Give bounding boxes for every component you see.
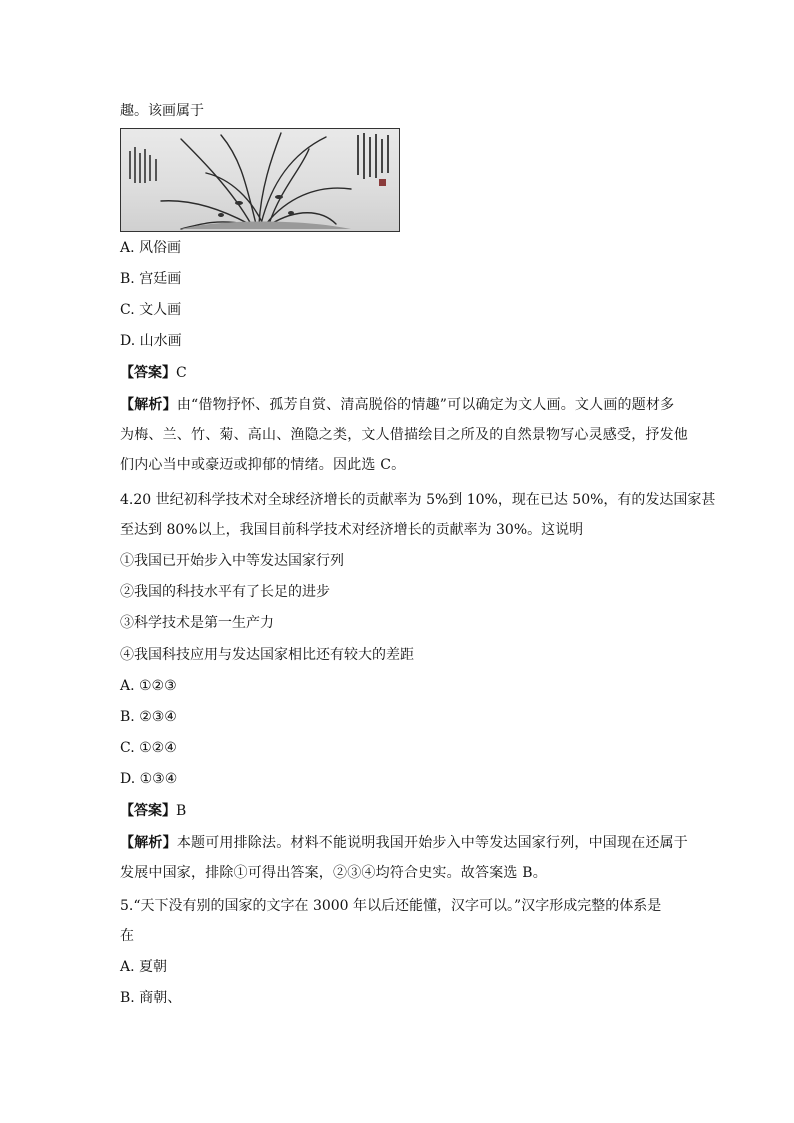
- inscription-left: [129, 147, 157, 183]
- q4-option-c: C. ①②④: [120, 740, 177, 756]
- q5-option-a: A. 夏朝: [120, 959, 168, 975]
- q4-answer: [120, 801, 186, 821]
- q3-analysis-line-2: 为梅、兰、竹、菊、高山、渔隐之类，文人借描绘目之所及的自然景物写心灵感受，抒发他: [120, 427, 688, 443]
- q4-analysis-text-1: 本题可用排除法。材料不能说明我国开始步入中等发达国家行列，中国现在还属于: [176, 835, 689, 851]
- q4-option-b: B. ②③④: [120, 709, 177, 725]
- q5-stem-line-2: 在: [120, 928, 134, 944]
- q3-analysis-line-3: 们内心当中或豪迈或抑郁的情绪。因此选 C。: [120, 457, 406, 473]
- q3-analysis-line-1: [120, 395, 674, 415]
- q4-statement-2: ②我国的科技水平有了长足的进步: [120, 584, 330, 600]
- q3-option-c: C. 文人画: [120, 302, 182, 318]
- q4-answer-value: B: [176, 803, 187, 819]
- q3-option-b: B. 宫廷画: [120, 271, 182, 287]
- q4-analysis-line-1: [120, 833, 688, 853]
- q5-option-b: B. 商朝、: [120, 990, 182, 1006]
- q4-analysis-label: 【解析】: [120, 835, 177, 851]
- q3-analysis-label: 【解析】: [120, 397, 177, 413]
- q5-stem-line-1: 5.“天下没有别的国家的文字在 3000 年以后还能懂，汉字可以。”汉字形成完整的体系是: [120, 898, 662, 914]
- q4-stem-line-1: 4.20 世纪初科学技术对全球经济增长的贡献率为 5%到 10%，现在已达 50%，有的发达国家甚: [120, 492, 716, 508]
- q4-option-d: D. ①③④: [120, 771, 178, 787]
- q3-answer-value: C: [176, 365, 187, 381]
- orchid-painting-drawing: [121, 129, 399, 231]
- orchid-flowers: [218, 195, 294, 217]
- q3-answer-label: 【答案】: [120, 365, 176, 381]
- q4-answer-label: 【答案】: [120, 803, 176, 819]
- q3-option-a: A. 风俗画: [120, 240, 182, 256]
- q3-analysis-text-1: 由“借物抒怀、孤芳自赏、清高脱俗的情趣”可以确定为文人画。文人画的题材多: [176, 397, 675, 413]
- q4-statement-1: ①我国已开始步入中等发达国家行列: [120, 553, 344, 569]
- q3-option-d: D. 山水画: [120, 333, 182, 349]
- inscription-right: [357, 133, 389, 186]
- q4-statement-4: ④我国科技应用与发达国家相比还有较大的差距: [120, 647, 414, 663]
- q3-answer: [120, 363, 187, 383]
- q4-option-a: A. ①②③: [120, 678, 177, 694]
- q4-analysis-line-2: 发展中国家，排除①可得出答案，②③④均符合史实。故答案选 B。: [120, 865, 547, 881]
- q4-statement-3: ③科学技术是第一生产力: [120, 615, 274, 631]
- q4-stem-line-2: 至达到 80%以上，我国目前科学技术对经济增长的贡献率为 30%。这说明: [120, 522, 584, 538]
- q3-stem-tail: 趣。该画属于: [120, 103, 204, 119]
- orchid-painting-image: [120, 128, 400, 232]
- orchid-leaves: [161, 133, 351, 229]
